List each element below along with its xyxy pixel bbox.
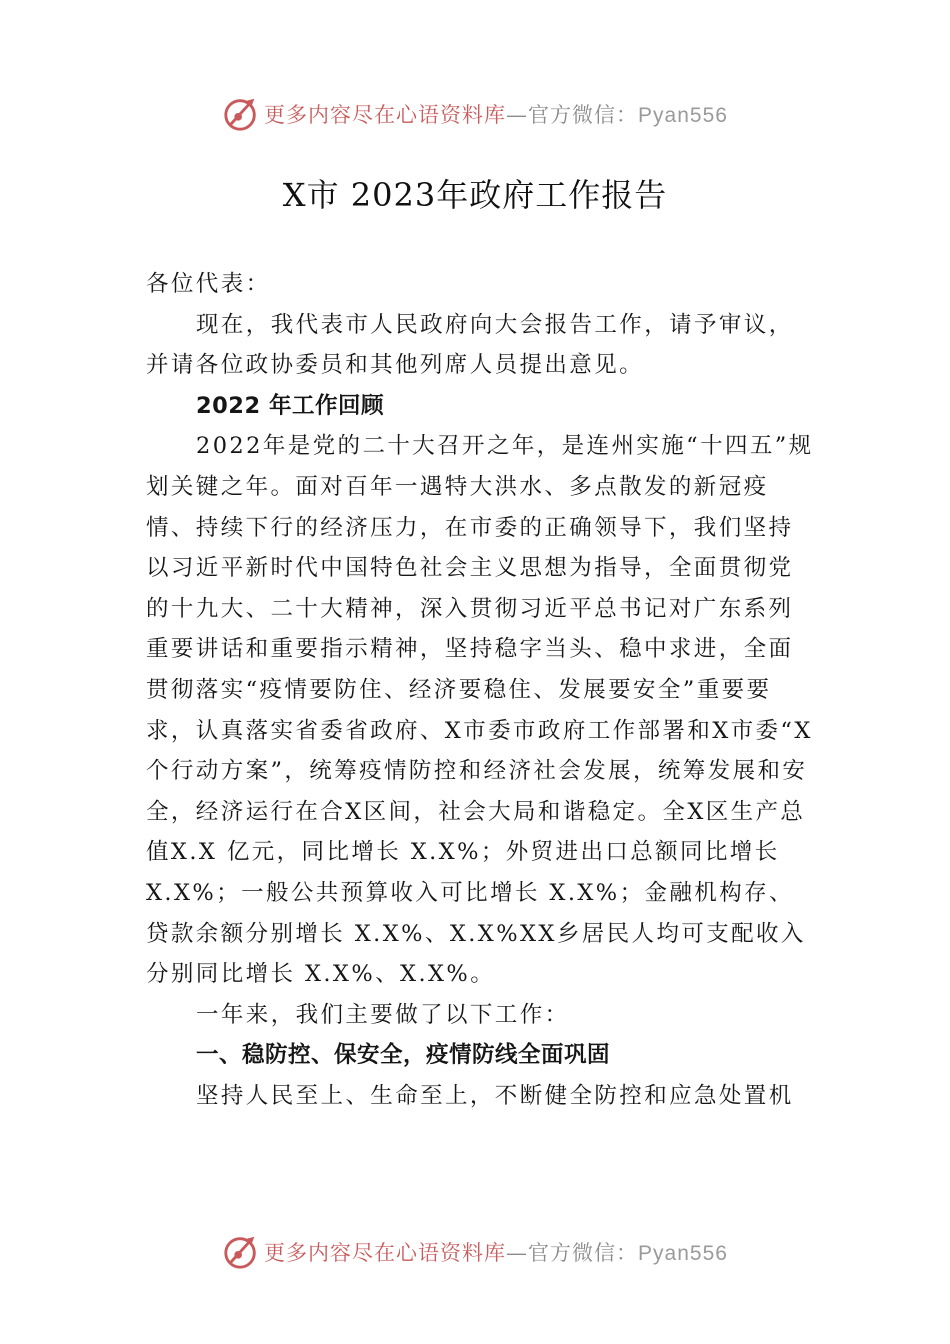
document-body: [146, 264, 818, 1116]
brush-logo-icon: [222, 95, 260, 133]
brush-logo-icon: [222, 1233, 260, 1271]
watermark-text: [264, 1237, 728, 1267]
transition-paragraph: 一年来，我们主要做了以下工作：: [196, 1001, 570, 1028]
document-title: X市 2023年政府工作报告: [282, 176, 668, 214]
watermark-brand: 更多内容尽在心语资料库: [264, 103, 507, 127]
watermark-brand: 更多内容尽在心语资料库: [264, 1241, 507, 1265]
watermark-top: [0, 92, 950, 136]
intro-paragraph: 现在，我代表市人民政府向大会报告工作，请予审议，并请各位政协委员和其他列席人员提出意见。: [146, 311, 794, 379]
review-paragraph: 2022年是党的二十大召开之年，是连州实施“十四五”规划关键之年。面对百年一遇特大洪水、多点散发的新冠疫情、持续下行的经济压力，在市委的正确领导下，我们坚持以习近平新时代中国特色社会主义思想为指导，全面贯彻党的十九大、二十大精神，深入贯彻习近平总书记对广东系列重要讲话和重要指示精神，坚持稳字当头、稳中求进，全面贯彻落实“疫情要防住、经济要稳住、发展要安全”重要要求，认真落实省委省政府、X市委市政府工作部署和X市委“X个行动方案”，统筹疫情防控和经济社会发展，统筹发展和安全，经济运行在合X区间，社会大局和谐稳定。全X区生产总值X.X 亿元，同比增长 X.X%；外贸进出口总额同比增长X.X%；一般公共预算收入可比增长 X.X%；金融机构存、贷款余额分别增长 X.X%、X.X%XX乡居民人均可支配收入分别同比增长 X.X%、X.X%。: [146, 433, 814, 988]
salutation: 各位代表：: [146, 271, 271, 297]
watermark-wechat-id: Pyan556: [638, 104, 728, 127]
watermark-wechat-id: Pyan556: [638, 1242, 728, 1265]
watermark-label: —官方微信：: [506, 103, 639, 127]
watermark-bottom: [0, 1230, 950, 1274]
heading-1: 一、稳防控、保安全，疫情防线全面巩固: [196, 1042, 611, 1069]
watermark-text: [264, 99, 728, 129]
watermark-label: —官方微信：: [506, 1241, 639, 1265]
paragraph-1: 坚持人民至上、生命至上，不断健全防控和应急处置机: [196, 1082, 794, 1109]
section-title: 2022 年工作回顾: [196, 392, 384, 419]
